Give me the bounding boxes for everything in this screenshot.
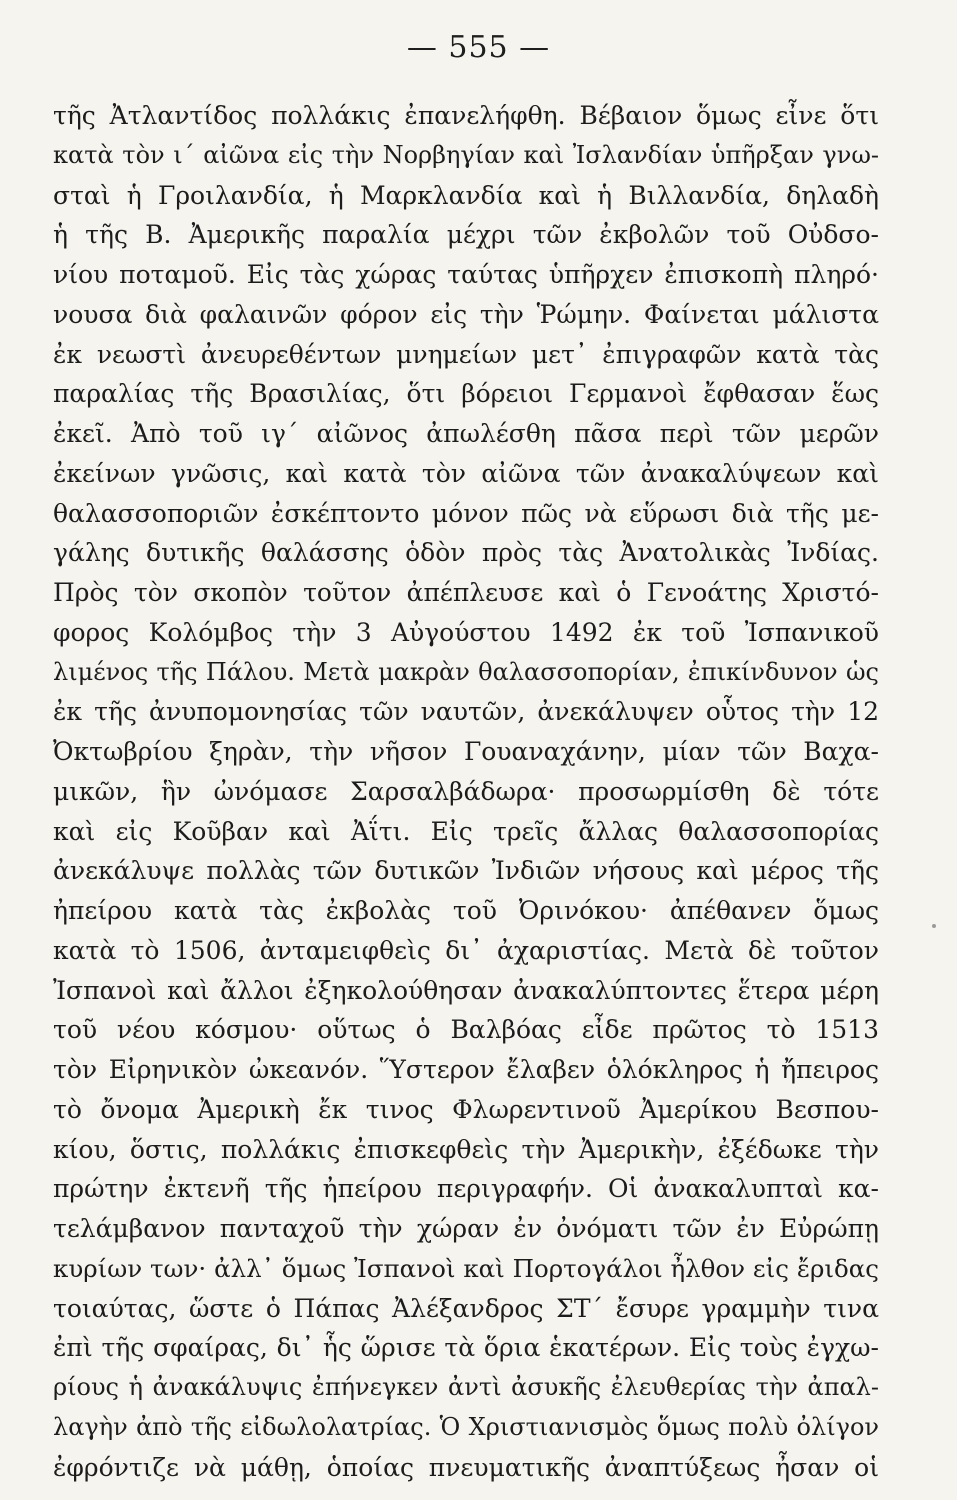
text-line: θαλασσοποριῶν ἐσκέπτοντο μόνον πῶς νὰ εὕρωσι διὰ τῆς με- xyxy=(53,498,879,528)
text-line: νουσα διὰ φαλαινῶν φόρον εἰς τὴν Ῥώμην. Φαίνεται μάλιστα xyxy=(53,299,879,329)
text-line: ρίους ἡ ἀνακάλυψις ἐπήνεγκεν ἀντὶ ἀσυκῆς ἐλευθερίας τὴν ἀπαλ- xyxy=(53,1373,879,1401)
paper-speck xyxy=(932,924,936,928)
text-line: κατὰ τὸ 1506, ἀνταμειφθεὶς δι᾽ ἀχαριστίας. Μετὰ δὲ τοῦτον xyxy=(53,935,879,965)
text-line: ἐκεῖ. Ἀπὸ τοῦ ιγ΄ αἰῶνος ἀπωλέσθη πᾶσα περὶ τῶν μερῶν xyxy=(53,419,879,448)
text-line: ἠπείρου κατὰ τὰς ἐκβολὰς τοῦ Ὀρινόκου· ἀπέθανεν ὅμως xyxy=(53,896,879,925)
text-line: ἐκ νεωστὶ ἀνευρεθέντων μνημείων μετ᾽ ἐπιγραφῶν κατὰ τὰς xyxy=(53,339,879,369)
text-line: πρώτην ἐκτενῆ τῆς ἠπείρου περιγραφήν. Οἱ ἀνακαλυπταὶ κα- xyxy=(53,1174,879,1204)
text-line: ἐκ τῆς ἀνυπομονησίας τῶν ναυτῶν, ἀνεκάλυψεν οὗτος τὴν 12 xyxy=(53,697,879,727)
text-line: Ἰσπανοὶ καὶ ἄλλοι ἐξηκολούθησαν ἀνακαλύπτοντες ἕτερα μέρη xyxy=(53,975,879,1005)
page-number: — 555 — xyxy=(406,30,551,65)
text-line: καὶ εἰς Κοῦβαν καὶ Ἀΐτι. Εἰς τρεῖς ἄλλας θαλασσοπορίας xyxy=(53,816,879,846)
text-line: Πρὸς τὸν σκοπὸν τοῦτον ἀπέπλευσε καὶ ὁ Γενοάτης Χριστό- xyxy=(53,578,879,607)
text-line: τοῦ νέου κόσμου· οὕτως ὁ Βαλβόας εἶδε πρῶτος τὸ 1513 xyxy=(53,1015,879,1045)
text-line: γάλης δυτικῆς θαλάσσης ὁδὸν πρὸς τὰς Ἀνατολικὰς Ἰνδίας. xyxy=(53,538,879,568)
text-line: νίου ποταμοῦ. Εἰς τὰς χώρας ταύτας ὑπῆρχεν ἐπισκοπὴ πληρό· xyxy=(53,260,879,289)
text-line: ἐφρόντιζε νὰ μάθῃ, ὁποίας πνευματικῆς ἀναπτύξεως ἦσαν οἱ xyxy=(53,1452,879,1482)
text-line: κατὰ τὸν ι΄ αἰῶνα εἰς τὴν Νορβηγίαν καὶ Ἰσλανδίαν ὑπῆρξαν γνω- xyxy=(53,140,879,169)
text-line: τοιαύτας, ὥστε ὁ Πάπας Ἀλέξανδρος ΣΤ΄ ἔσυρε γραμμὴν τινα xyxy=(53,1293,879,1323)
text-line: λαγὴν ἀπὸ τῆς εἰδωλολατρίας. Ὁ Χριστιανισμὸς ὅμως πολὺ ὀλίγον xyxy=(53,1412,879,1441)
text-line: ἀνεκάλυψε πολλὰς τῶν δυτικῶν Ἰνδιῶν νήσους καὶ μέρος τῆς xyxy=(53,856,879,886)
text-line: τὸ ὄνομα Ἀμερικὴ ἔκ τινος Φλωρεντινοῦ Ἀμερίκου Βεσπου- xyxy=(53,1094,879,1124)
text-line: κυρίων των· ἀλλ᾽ ὅμως Ἰσπανοὶ καὶ Πορτογάλοι ἦλθον εἰς ἔριδας xyxy=(53,1253,879,1283)
text-line: τῆς Ἀτλαντίδος πολλάκις ἐπανελήφθη. Βέβαιον ὅμως εἶνε ὅτι xyxy=(53,101,879,130)
text-line: ἡ τῆς Β. Ἀμερικῆς παραλία μέχρι τῶν ἐκβολῶν τοῦ Οὐδσο- xyxy=(53,220,879,250)
text-line: παραλίας τῆς Βρασιλίας, ὅτι βόρειοι Γερμανοὶ ἔφθασαν ἕως xyxy=(53,379,879,409)
text-line: φορος Κολόμβος τὴν 3 Αὐγούστου 1492 ἐκ τοῦ Ἰσπανικοῦ xyxy=(53,617,879,647)
text-line: σταὶ ἡ Γροιλανδία, ἡ Μαρκλανδία καὶ ἡ Βιλλανδία, δηλαδὴ xyxy=(53,180,879,210)
text-line: ἐκείνων γνῶσις, καὶ κατὰ τὸν αἰῶνα τῶν ἀνακαλύψεων καὶ xyxy=(53,458,879,488)
text-line: Ὀκτωβρίου ξηρὰν, τὴν νῆσον Γουαναχάνην, μίαν τῶν Βαχα- xyxy=(53,737,879,766)
text-line: μικῶν, ἣν ὠνόμασε Σαρσαλβάδωρα· προσωρμίσθη δὲ τότε xyxy=(53,776,879,806)
text-line: τὸν Εἰρηνικὸν ὠκεανόν. Ὕστερον ἔλαβεν ὁλόκληρος ἡ ἤπειρος xyxy=(53,1055,879,1084)
text-line: λιμένος τῆς Πάλου. Μετὰ μακρὰν θαλασσοπορίαν, ἐπικίνδυνον ὡς xyxy=(53,657,879,686)
body-text xyxy=(53,96,879,1487)
text-line: κίου, ὅστις, πολλάκις ἐπισκεφθεὶς τὴν Ἀμερικὴν, ἐξέδωκε τὴν xyxy=(53,1134,879,1164)
text-line: ἐπὶ τῆς σφαίρας, δι᾽ ἧς ὥρισε τὰ ὅρια ἑκατέρων. Εἰς τοὺς ἐγχω- xyxy=(53,1333,879,1363)
text-line: τελάμβανον πανταχοῦ τὴν χώραν ἐν ὀνόματι τῶν ἐν Εὐρώπῃ xyxy=(53,1214,879,1243)
